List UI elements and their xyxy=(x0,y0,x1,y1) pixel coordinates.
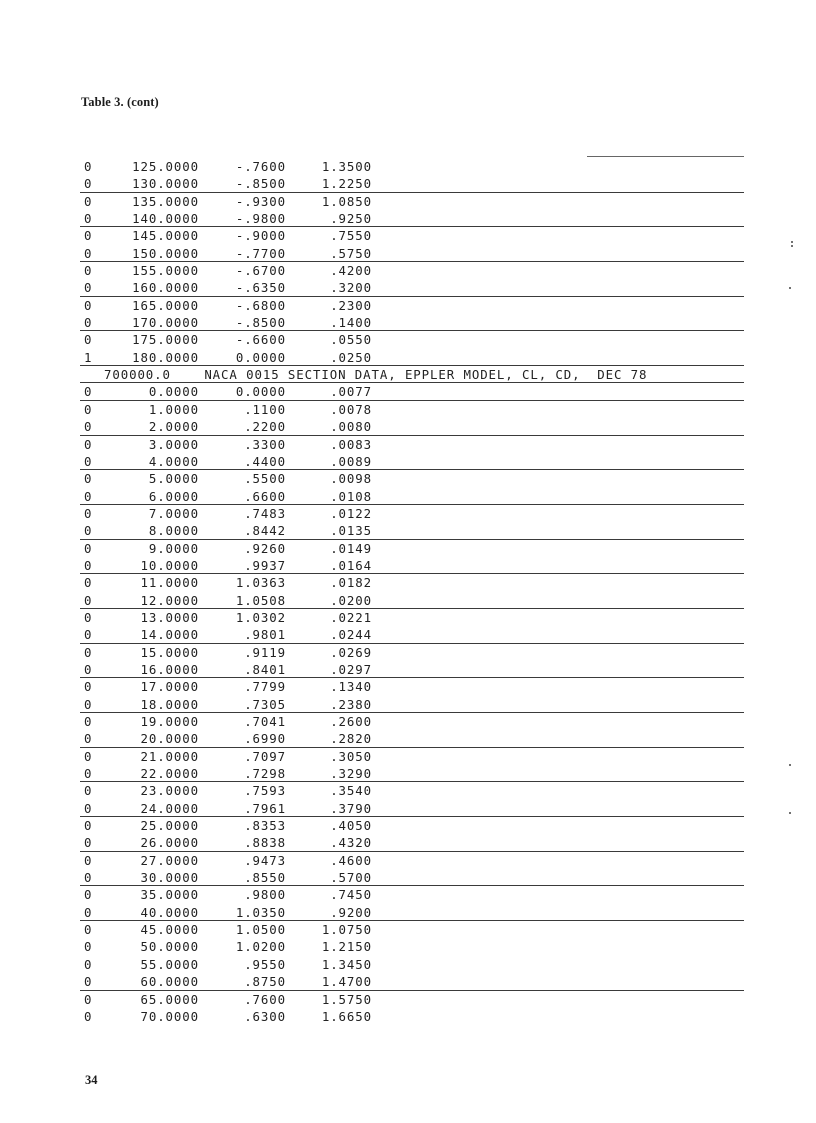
table-row xyxy=(84,331,744,348)
row-flag: 0 xyxy=(84,211,93,227)
cl-cell: 0.0000 xyxy=(235,349,286,365)
cd-cell: .0250 xyxy=(330,349,372,365)
table-row xyxy=(84,470,744,487)
cl-cell: .1100 xyxy=(244,401,286,417)
table-row xyxy=(84,383,744,400)
cd-cell: .2820 xyxy=(330,731,372,747)
row-flag: 0 xyxy=(84,332,93,348)
table-row xyxy=(84,314,744,331)
alpha-cell: 60.0000 xyxy=(140,974,199,990)
table-row xyxy=(84,800,744,817)
row-flag: 0 xyxy=(84,644,93,660)
cl-cell: .8353 xyxy=(244,818,286,834)
alpha-cell: 3.0000 xyxy=(148,436,199,452)
cd-cell: .3290 xyxy=(330,766,372,782)
table-row xyxy=(84,349,744,366)
row-flag: 0 xyxy=(84,557,93,573)
row-flag: 0 xyxy=(84,904,93,920)
scan-speck xyxy=(789,812,791,814)
cd-cell: 1.4700 xyxy=(321,974,372,990)
table-row xyxy=(84,262,744,279)
alpha-cell: 9.0000 xyxy=(148,540,199,556)
cd-cell: 1.2250 xyxy=(321,176,372,192)
table-row xyxy=(84,886,744,903)
row-flag: 0 xyxy=(84,193,93,209)
table-row xyxy=(84,540,744,557)
row-flag: 0 xyxy=(84,540,93,556)
cd-cell: .0550 xyxy=(330,332,372,348)
scan-speck xyxy=(791,245,793,247)
row-flag: 0 xyxy=(84,245,93,261)
cd-cell: .4050 xyxy=(330,818,372,834)
table-row xyxy=(84,158,744,175)
row-flag: 0 xyxy=(84,609,93,625)
table-row xyxy=(84,609,744,626)
cl-cell: -.9300 xyxy=(235,193,286,209)
cl-cell: 1.0500 xyxy=(235,922,286,938)
table-row xyxy=(84,175,744,192)
cd-cell: .1340 xyxy=(330,679,372,695)
table-row xyxy=(84,730,744,747)
row-flag: 0 xyxy=(84,401,93,417)
cd-cell: .7450 xyxy=(330,887,372,903)
row-flag: 0 xyxy=(84,714,93,729)
scan-speck xyxy=(789,287,791,289)
table-row xyxy=(84,418,744,435)
table-row xyxy=(84,193,744,210)
table-row xyxy=(84,661,744,678)
row-flag: 0 xyxy=(84,991,93,1007)
alpha-cell: 12.0000 xyxy=(140,592,199,608)
alpha-cell: 55.0000 xyxy=(140,956,199,972)
cd-cell: 1.6650 xyxy=(321,1008,372,1024)
row-flag: 0 xyxy=(84,297,93,313)
cd-cell: .4600 xyxy=(330,852,372,868)
alpha-cell: 0.0000 xyxy=(148,384,199,400)
cl-cell: .6600 xyxy=(244,488,286,504)
row-flag: 1 xyxy=(84,349,93,365)
row-flag: 0 xyxy=(84,748,93,764)
row-flag: 0 xyxy=(84,471,93,487)
table-row xyxy=(84,1008,744,1025)
cl-cell: .6300 xyxy=(244,1008,286,1024)
row-flag: 0 xyxy=(84,783,93,799)
row-flag: 0 xyxy=(84,800,93,816)
cd-cell: .3200 xyxy=(330,280,372,296)
row-flag: 0 xyxy=(84,661,93,677)
cl-cell: .7483 xyxy=(244,505,286,521)
cd-cell: .0135 xyxy=(330,523,372,539)
row-flag: 0 xyxy=(84,679,93,695)
row-flag: 0 xyxy=(84,592,93,608)
alpha-cell: 13.0000 xyxy=(140,609,199,625)
page-number: 34 xyxy=(85,1073,98,1087)
alpha-cell: 150.0000 xyxy=(132,245,199,261)
table-row xyxy=(84,488,744,505)
cd-cell: 1.3500 xyxy=(321,159,372,174)
cl-cell: .3300 xyxy=(244,436,286,452)
alpha-cell: 16.0000 xyxy=(140,661,199,677)
table-row xyxy=(84,453,744,470)
cl-cell: .9260 xyxy=(244,540,286,556)
cl-cell: .4400 xyxy=(244,453,286,469)
row-flag: 0 xyxy=(84,505,93,521)
row-flag: 0 xyxy=(84,939,93,955)
cd-cell: .0077 xyxy=(330,384,372,400)
table-row xyxy=(84,557,744,574)
table-header-row xyxy=(84,366,744,383)
cl-cell: .9550 xyxy=(244,956,286,972)
cd-cell: .9250 xyxy=(330,211,372,227)
alpha-cell: 180.0000 xyxy=(132,349,199,365)
cd-cell: .2380 xyxy=(330,696,372,712)
cd-cell: .0182 xyxy=(330,575,372,591)
cd-cell: .2300 xyxy=(330,297,372,313)
section-data-table xyxy=(84,158,744,1025)
row-flag: 0 xyxy=(84,956,93,972)
alpha-cell: 19.0000 xyxy=(140,714,199,729)
row-flag: 0 xyxy=(84,731,93,747)
cl-cell: .7097 xyxy=(244,748,286,764)
cd-cell: .9200 xyxy=(330,904,372,920)
table-row xyxy=(84,938,744,955)
alpha-cell: 24.0000 xyxy=(140,800,199,816)
cd-cell: .0221 xyxy=(330,609,372,625)
cd-cell: .3050 xyxy=(330,748,372,764)
cd-cell: .0098 xyxy=(330,471,372,487)
alpha-cell: 40.0000 xyxy=(140,904,199,920)
scan-speck xyxy=(789,764,791,766)
cd-cell: .0108 xyxy=(330,488,372,504)
alpha-cell: 170.0000 xyxy=(132,315,199,331)
cl-cell: .8838 xyxy=(244,835,286,851)
cd-cell: 1.0750 xyxy=(321,922,372,938)
table-row xyxy=(84,227,744,244)
cd-cell: .4200 xyxy=(330,263,372,279)
row-flag: 0 xyxy=(84,870,93,886)
cl-cell: 1.0302 xyxy=(235,609,286,625)
row-flag: 0 xyxy=(84,436,93,452)
cd-cell: .0297 xyxy=(330,661,372,677)
table-row xyxy=(84,748,744,765)
cd-cell: .0149 xyxy=(330,540,372,556)
cd-cell: .0083 xyxy=(330,436,372,452)
alpha-cell: 15.0000 xyxy=(140,644,199,660)
cd-cell: .0078 xyxy=(330,401,372,417)
row-flag: 0 xyxy=(84,1008,93,1024)
cd-cell: .5700 xyxy=(330,870,372,886)
table-row xyxy=(84,210,744,227)
cl-cell: -.6700 xyxy=(235,263,286,279)
cd-cell: 1.5750 xyxy=(321,991,372,1007)
table-row xyxy=(84,678,744,695)
table-row xyxy=(84,904,744,921)
alpha-cell: 130.0000 xyxy=(132,176,199,192)
alpha-cell: 135.0000 xyxy=(132,193,199,209)
cl-cell: 1.0200 xyxy=(235,939,286,955)
row-flag: 0 xyxy=(84,575,93,591)
cl-cell: .7961 xyxy=(244,800,286,816)
alpha-cell: 17.0000 xyxy=(140,679,199,695)
cl-cell: -.7700 xyxy=(235,245,286,261)
cl-cell: .5500 xyxy=(244,471,286,487)
dataset-header: 700000.0 NACA 0015 SECTION DATA, EPPLER MODEL, CL, CD, DEC 78 xyxy=(104,367,648,383)
row-flag: 0 xyxy=(84,922,93,938)
cd-cell: 1.0850 xyxy=(321,193,372,209)
alpha-cell: 5.0000 xyxy=(148,471,199,487)
cd-cell: .0089 xyxy=(330,453,372,469)
cl-cell: 0.0000 xyxy=(235,384,286,400)
cd-cell: .7550 xyxy=(330,228,372,244)
cl-cell: .9119 xyxy=(244,644,286,660)
alpha-cell: 14.0000 xyxy=(140,627,199,643)
row-flag: 0 xyxy=(84,159,93,174)
table-row xyxy=(84,782,744,799)
table-row xyxy=(84,644,744,661)
alpha-cell: 6.0000 xyxy=(148,488,199,504)
row-flag: 0 xyxy=(84,818,93,834)
row-flag: 0 xyxy=(84,176,93,192)
cd-cell: .1400 xyxy=(330,315,372,331)
cl-cell: .7305 xyxy=(244,696,286,712)
cl-cell: .9937 xyxy=(244,557,286,573)
row-flag: 0 xyxy=(84,453,93,469)
cd-cell: .0122 xyxy=(330,505,372,521)
cl-cell: -.8500 xyxy=(235,315,286,331)
alpha-cell: 160.0000 xyxy=(132,280,199,296)
table-row xyxy=(84,592,744,609)
cl-cell: .9800 xyxy=(244,887,286,903)
cl-cell: -.6800 xyxy=(235,297,286,313)
row-flag: 0 xyxy=(84,280,93,296)
table-row xyxy=(84,574,744,591)
alpha-cell: 175.0000 xyxy=(132,332,199,348)
alpha-cell: 65.0000 xyxy=(140,991,199,1007)
cd-cell: 1.3450 xyxy=(321,956,372,972)
table-row xyxy=(84,626,744,643)
cl-cell: .9801 xyxy=(244,627,286,643)
row-flag: 0 xyxy=(84,766,93,782)
alpha-cell: 155.0000 xyxy=(132,263,199,279)
alpha-cell: 25.0000 xyxy=(140,818,199,834)
table-caption: Table 3. (cont) xyxy=(81,95,159,109)
table-row xyxy=(84,696,744,713)
alpha-cell: 50.0000 xyxy=(140,939,199,955)
cl-cell: .8442 xyxy=(244,523,286,539)
row-flag: 0 xyxy=(84,835,93,851)
scan-speck xyxy=(791,241,793,243)
cl-cell: .8401 xyxy=(244,661,286,677)
cd-cell: .3790 xyxy=(330,800,372,816)
cl-cell: -.6350 xyxy=(235,280,286,296)
alpha-cell: 165.0000 xyxy=(132,297,199,313)
cd-cell: .0244 xyxy=(330,627,372,643)
cl-cell: .7799 xyxy=(244,679,286,695)
cd-cell: .5750 xyxy=(330,245,372,261)
cl-cell: -.6600 xyxy=(235,332,286,348)
alpha-cell: 18.0000 xyxy=(140,696,199,712)
alpha-cell: 35.0000 xyxy=(140,887,199,903)
cl-cell: .6990 xyxy=(244,731,286,747)
row-flag: 0 xyxy=(84,228,93,244)
cd-cell: .3540 xyxy=(330,783,372,799)
alpha-cell: 27.0000 xyxy=(140,852,199,868)
alpha-cell: 10.0000 xyxy=(140,557,199,573)
cd-cell: .0269 xyxy=(330,644,372,660)
cl-cell: .9473 xyxy=(244,852,286,868)
alpha-cell: 1.0000 xyxy=(148,401,199,417)
table-row xyxy=(84,401,744,418)
cd-cell: .0080 xyxy=(330,419,372,435)
alpha-cell: 2.0000 xyxy=(148,419,199,435)
cl-cell: .8550 xyxy=(244,870,286,886)
row-flag: 0 xyxy=(84,696,93,712)
cd-cell: .0200 xyxy=(330,592,372,608)
cl-cell: .8750 xyxy=(244,974,286,990)
table-row xyxy=(84,852,744,869)
row-flag: 0 xyxy=(84,974,93,990)
alpha-cell: 30.0000 xyxy=(140,870,199,886)
table-row xyxy=(84,713,744,730)
table-row xyxy=(84,817,744,834)
cl-cell: -.9000 xyxy=(235,228,286,244)
alpha-cell: 23.0000 xyxy=(140,783,199,799)
cl-cell: 1.0508 xyxy=(235,592,286,608)
table-row xyxy=(84,765,744,782)
table-row xyxy=(84,436,744,453)
row-flag: 0 xyxy=(84,315,93,331)
cl-cell: .7041 xyxy=(244,714,286,729)
cd-cell: .0164 xyxy=(330,557,372,573)
table-row xyxy=(84,522,744,539)
row-flag: 0 xyxy=(84,263,93,279)
top-rule xyxy=(587,156,744,157)
row-flag: 0 xyxy=(84,627,93,643)
cd-cell: 1.2150 xyxy=(321,939,372,955)
alpha-cell: 125.0000 xyxy=(132,159,199,174)
table-row xyxy=(84,297,744,314)
cl-cell: .7600 xyxy=(244,991,286,1007)
alpha-cell: 20.0000 xyxy=(140,731,199,747)
alpha-cell: 11.0000 xyxy=(140,575,199,591)
table-row xyxy=(84,921,744,938)
cl-cell: .7298 xyxy=(244,766,286,782)
cl-cell: -.9800 xyxy=(235,211,286,227)
cl-cell: 1.0350 xyxy=(235,904,286,920)
row-flag: 0 xyxy=(84,488,93,504)
cl-cell: .2200 xyxy=(244,419,286,435)
alpha-cell: 8.0000 xyxy=(148,523,199,539)
alpha-cell: 145.0000 xyxy=(132,228,199,244)
alpha-cell: 70.0000 xyxy=(140,1008,199,1024)
row-flag: 0 xyxy=(84,384,93,400)
table-row xyxy=(84,279,744,296)
cd-cell: .4320 xyxy=(330,835,372,851)
table-row xyxy=(84,991,744,1008)
row-flag: 0 xyxy=(84,419,93,435)
table-row xyxy=(84,956,744,973)
table-row xyxy=(84,505,744,522)
row-flag: 0 xyxy=(84,852,93,868)
cl-cell: 1.0363 xyxy=(235,575,286,591)
table-row xyxy=(84,245,744,262)
alpha-cell: 22.0000 xyxy=(140,766,199,782)
row-flag: 0 xyxy=(84,523,93,539)
alpha-cell: 140.0000 xyxy=(132,211,199,227)
table-row xyxy=(84,834,744,851)
table-row xyxy=(84,869,744,886)
alpha-cell: 21.0000 xyxy=(140,748,199,764)
alpha-cell: 7.0000 xyxy=(148,505,199,521)
alpha-cell: 26.0000 xyxy=(140,835,199,851)
cl-cell: .7593 xyxy=(244,783,286,799)
table-row xyxy=(84,973,744,990)
row-flag: 0 xyxy=(84,887,93,903)
cl-cell: -.7600 xyxy=(235,159,286,174)
alpha-cell: 45.0000 xyxy=(140,922,199,938)
cl-cell: -.8500 xyxy=(235,176,286,192)
alpha-cell: 4.0000 xyxy=(148,453,199,469)
cd-cell: .2600 xyxy=(330,714,372,729)
